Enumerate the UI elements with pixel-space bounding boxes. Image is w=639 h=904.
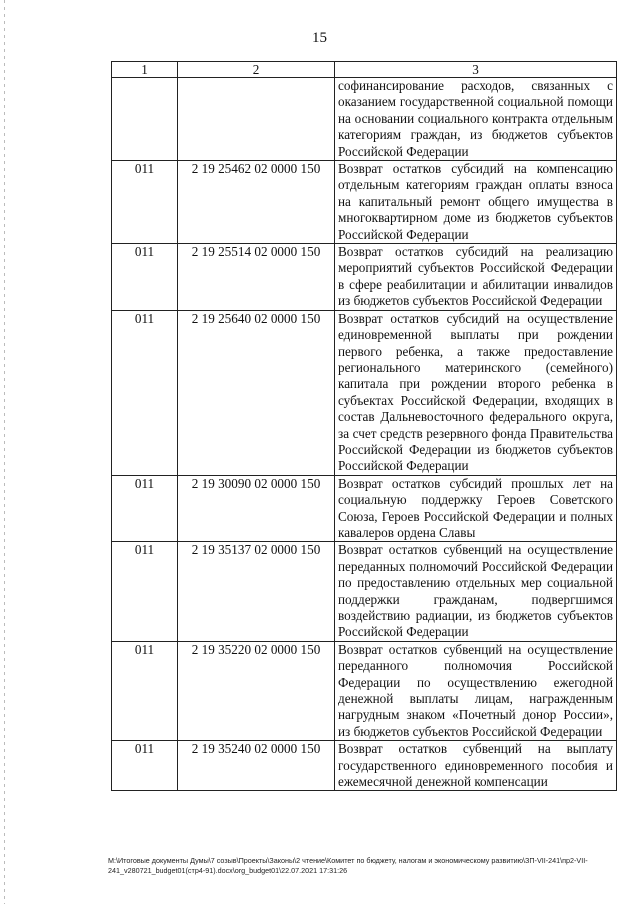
budget-code-cell: 2 19 25640 02 0000 150: [178, 310, 335, 475]
description-cell: Возврат остатков субсидий прошлых лет на социальную поддержку Героев Советского Союза, Героев Российской Федерации и полных кавалеров ордена Славы: [335, 475, 617, 542]
description-cell: Возврат остатков субвенций на осуществление переданных полномочий Российской Федерации по предоставлению отдельных мер социальной поддержки гражданам, подвергшимся воздействию радиации, из бюджетов субъектов Российской Федерации: [335, 542, 617, 641]
header-col-1: 1: [112, 62, 178, 78]
admin-code-cell: 011: [112, 161, 178, 244]
table-row: [112, 244, 617, 311]
header-col-2: 2: [178, 62, 335, 78]
description-cell: софинансирование расходов, связанных с оказанием государственной социальной помощи на основании социального контракта отдельным категориям граждан, из бюджетов субъектов Российской Федерации: [335, 78, 617, 161]
scan-binding-mark: [4, 0, 5, 904]
table-row: [112, 161, 617, 244]
page-number: 15: [312, 30, 327, 46]
admin-code-cell: [112, 78, 178, 161]
table-row: [112, 475, 617, 542]
description-cell: Возврат остатков субсидий на осуществление единовременной выплаты при рождении первого ребенка, а также предоставление регионального материнского (семейного) капитала при рождении второго ребенка в субъектах Российской Федерации, входящих в состав Дальневосточного федерального округа, за счет средств резервного фонда Правительства Российской Федерации из бюджетов субъектов Российской Федерации: [335, 310, 617, 475]
admin-code-cell: 011: [112, 310, 178, 475]
budget-code-cell: 2 19 35220 02 0000 150: [178, 641, 335, 740]
budget-code-cell: 2 19 25462 02 0000 150: [178, 161, 335, 244]
admin-code-cell: 011: [112, 475, 178, 542]
table-row: [112, 542, 617, 641]
admin-code-cell: 011: [112, 542, 178, 641]
admin-code-cell: 011: [112, 244, 178, 311]
description-cell: Возврат остатков субсидий на компенсацию отдельным категориям граждан оплаты взноса на капитальный ремонт общего имущества в многоквартирном доме из бюджетов субъектов Российской Федерации: [335, 161, 617, 244]
document-path-footer: M:\Итоговые документы Думы\7 созыв\Проекты\Законы\2 чтение\Комитет по бюджету, налогам и экономическому развитию\ЗП-VII-241\пр2-VII-241_v280721_budget01(стр4-91).docx\org_budget01\22.07.2021 17:31:26: [108, 856, 588, 875]
budget-code-cell: 2 19 25514 02 0000 150: [178, 244, 335, 311]
budget-code-cell: 2 19 30090 02 0000 150: [178, 475, 335, 542]
table-row: [112, 641, 617, 740]
admin-code-cell: 011: [112, 641, 178, 740]
budget-codes-table: [111, 61, 617, 791]
table-row: [112, 310, 617, 475]
header-col-3: 3: [335, 62, 617, 78]
admin-code-cell: 011: [112, 741, 178, 791]
table-row: [112, 741, 617, 791]
budget-code-cell: 2 19 35137 02 0000 150: [178, 542, 335, 641]
table-row: [112, 78, 617, 161]
budget-code-cell: 2 19 35240 02 0000 150: [178, 741, 335, 791]
table-header-row: [112, 62, 617, 78]
description-cell: Возврат остатков субсидий на реализацию мероприятий субъектов Российской Федерации в сфере реабилитации и абилитации инвалидов из бюджетов субъектов Российской Федерации: [335, 244, 617, 311]
budget-code-cell: [178, 78, 335, 161]
description-cell: Возврат остатков субвенций на выплату государственного единовременного пособия и ежемесячной денежной компенсации: [335, 741, 617, 791]
description-cell: Возврат остатков субвенций на осуществление переданного полномочия Российской Федерации по осуществлению ежегодной денежной выплаты лицам, награжденным нагрудным знаком «Почетный донор России», из бюджетов субъектов Российской Федерации: [335, 641, 617, 740]
